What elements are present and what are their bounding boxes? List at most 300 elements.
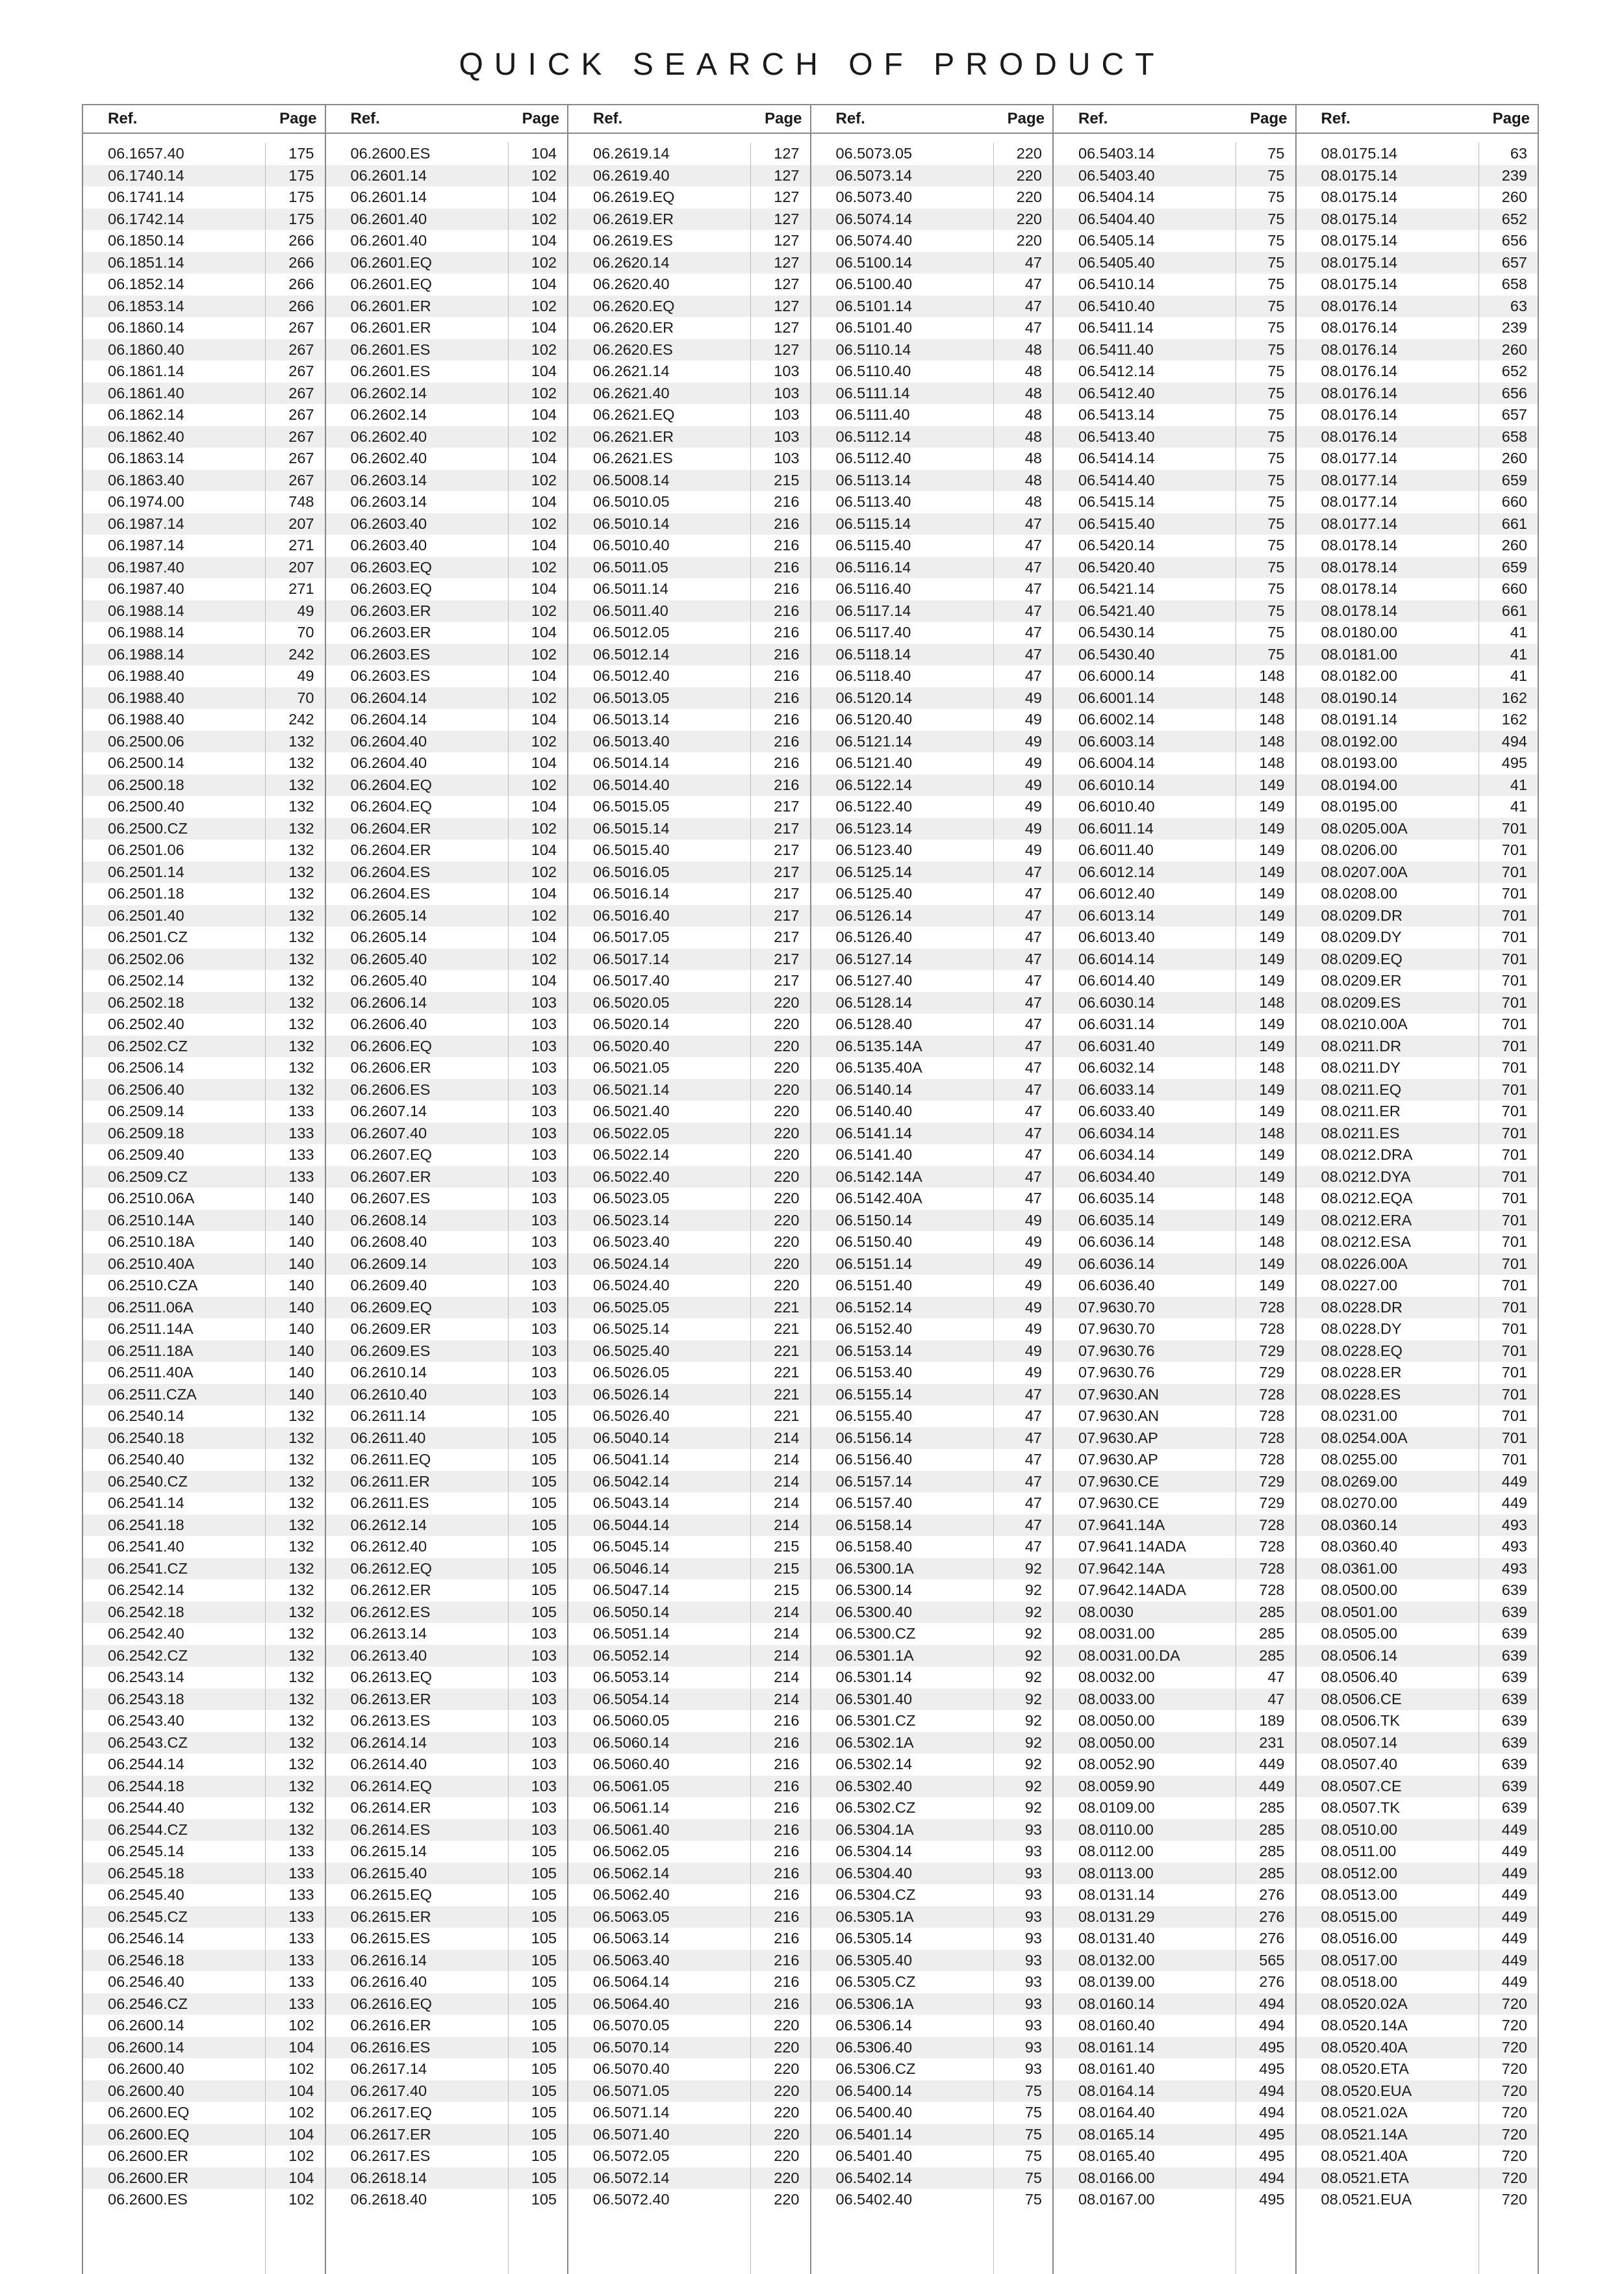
page-cell: 132: [288, 906, 314, 924]
table-row: [568, 2037, 810, 2059]
page-cell: 728: [1259, 1385, 1285, 1403]
table-row: [1297, 426, 1538, 448]
page-cell: 132: [288, 819, 314, 837]
table-row: [568, 1884, 810, 1906]
table-row: [568, 1993, 810, 2015]
ref-cell: 06.2606.EQ: [350, 1037, 432, 1054]
ref-cell: 06.5073.14: [835, 166, 913, 184]
table-row: [1297, 622, 1538, 644]
table-row: [326, 2167, 568, 2190]
table-row: [1054, 752, 1295, 774]
table-row: [1054, 992, 1295, 1014]
table-row: [811, 752, 1053, 774]
page-cell: 242: [288, 645, 314, 663]
page-cell: 132: [288, 885, 314, 902]
ref-cell: 06.5061.14: [593, 1799, 670, 1817]
table-row: [1297, 339, 1538, 361]
page-cell: 728: [1259, 1538, 1285, 1555]
ref-cell: 06.5117.14: [835, 602, 911, 619]
table-row: [1297, 1710, 1538, 1732]
page-cell: 267: [288, 471, 314, 489]
ref-cell: 06.5017.40: [593, 972, 670, 990]
ref-cell: 08.0510.00: [1321, 1820, 1398, 1838]
table-row: [568, 209, 810, 231]
page-cell: 285: [1259, 1820, 1285, 1838]
page-cell: 214: [774, 1668, 800, 1686]
table-row: [568, 339, 810, 361]
page-cell: 47: [1024, 1080, 1042, 1098]
ref-cell: 06.5111.40: [835, 406, 910, 424]
page-cell: 104: [531, 406, 557, 424]
page-cell: 132: [288, 1777, 314, 1795]
ref-cell: 06.5304.1A: [835, 1820, 914, 1838]
page-cell: 105: [531, 1559, 557, 1577]
ref-cell: 06.5412.40: [1078, 384, 1155, 402]
ref-cell: 06.2511.18A: [108, 1342, 194, 1359]
table-row: [568, 839, 810, 862]
table-row: [568, 600, 810, 622]
ref-cell: 06.2606.40: [350, 1016, 427, 1033]
page-cell: 701: [1501, 819, 1527, 837]
table-row: [1054, 1253, 1295, 1275]
ref-cell: 08.0178.14: [1321, 537, 1398, 554]
page-cell: 276: [1259, 1886, 1285, 1904]
table-row: [568, 970, 810, 992]
page-cell: 260: [1501, 188, 1527, 206]
ref-cell: 06.1860.40: [108, 340, 184, 358]
table-row: [326, 970, 568, 992]
page-cell: 216: [774, 1886, 800, 1904]
page-cell: 495: [1259, 2038, 1285, 2056]
page-cell: 103: [531, 1625, 557, 1642]
ref-cell: 06.5301.40: [835, 1690, 913, 1707]
table-row: [568, 1536, 810, 1558]
ref-cell: 06.5047.14: [593, 1581, 670, 1599]
page-cell: 701: [1501, 863, 1527, 880]
page-title: QUICK SEARCH OF PRODUCT: [459, 47, 1165, 82]
table-row: [811, 1231, 1053, 1253]
table-row: [326, 1579, 568, 1602]
page-cell: 267: [288, 384, 314, 402]
ref-cell: 06.5430.40: [1078, 645, 1155, 663]
ref-cell: 06.5123.14: [835, 819, 913, 837]
page-cell: 104: [531, 798, 557, 815]
table-row: [326, 1797, 568, 1819]
ref-cell: 06.5015.05: [593, 798, 670, 815]
page-cell: 105: [531, 1951, 557, 1969]
page-cell: 104: [531, 754, 557, 772]
table-row: [568, 513, 810, 535]
page-cell: 102: [531, 819, 557, 837]
ref-cell: 08.0210.00A: [1321, 1016, 1408, 1033]
table-row: [1054, 1427, 1295, 1450]
page-cell: 132: [288, 972, 314, 990]
table-row: [811, 665, 1053, 687]
page-cell: 105: [531, 1494, 557, 1512]
table-row: [326, 687, 568, 709]
ref-cell: 08.0512.00: [1321, 1864, 1398, 1882]
ref-cell: 06.5127.14: [835, 950, 913, 967]
page-cell: 132: [288, 1625, 314, 1642]
table-row: [83, 2189, 325, 2211]
page-cell: 105: [531, 2125, 557, 2143]
page-cell: 449: [1501, 1820, 1527, 1838]
table-row: [1054, 2058, 1295, 2080]
ref-cell: 06.1860.14: [108, 319, 184, 337]
ref-cell: 06.5411.40: [1078, 340, 1154, 358]
ref-cell: 06.1850.14: [108, 232, 184, 249]
table-row: [326, 1602, 568, 1624]
page-header: Page: [279, 110, 317, 127]
ref-cell: 08.0033.00: [1078, 1690, 1155, 1707]
page-cell: 104: [531, 885, 557, 902]
table-row: [1297, 1689, 1538, 1711]
page-cell: 103: [774, 428, 800, 445]
page-cell: 70: [297, 624, 314, 641]
page-cell: 102: [288, 2017, 314, 2034]
ref-cell: 08.0164.40: [1078, 2104, 1155, 2121]
table-row: [83, 992, 325, 1014]
ref-cell: 06.5127.40: [835, 972, 913, 990]
page-cell: 103: [531, 1777, 557, 1795]
table-row: [568, 1667, 810, 1689]
table-row: [326, 1275, 568, 1297]
ref-cell: 06.6036.40: [1078, 1277, 1155, 1294]
page-cell: 75: [1267, 493, 1285, 511]
table-row: [1054, 774, 1295, 797]
ref-cell: 08.0231.00: [1321, 1407, 1398, 1425]
page-cell: 133: [288, 1124, 314, 1142]
page-cell: 75: [1267, 450, 1285, 467]
ref-cell: 06.2500.CZ: [108, 819, 188, 837]
table-row: [1054, 404, 1295, 426]
table-row: [1297, 1123, 1538, 1145]
page-cell: 102: [531, 906, 557, 924]
page-cell: 103: [531, 1690, 557, 1707]
ref-cell: 06.5012.14: [593, 645, 670, 663]
table-row: [1297, 949, 1538, 971]
table-row: [568, 1144, 810, 1166]
table-row: [1054, 470, 1295, 492]
table-row: [326, 339, 568, 361]
ref-cell: 06.2612.14: [350, 1516, 427, 1533]
table-row: [811, 1602, 1053, 1624]
ref-cell: 06.2500.18: [108, 776, 184, 793]
table-row: [1054, 1449, 1295, 1471]
ref-cell: 06.5014.40: [593, 776, 670, 793]
ref-cell: 08.0166.00: [1078, 2169, 1155, 2186]
table-row: [83, 1340, 325, 1362]
table-row: [83, 1602, 325, 1624]
table-row: [1297, 448, 1538, 470]
ref-cell: 06.2609.14: [350, 1255, 427, 1272]
ref-cell: 06.2604.ER: [350, 819, 431, 837]
ref-header: Ref.: [108, 110, 138, 127]
page-cell: 47: [1024, 950, 1042, 967]
page-cell: 701: [1501, 1146, 1527, 1164]
table-row: [568, 1427, 810, 1450]
page-cell: 102: [531, 515, 557, 532]
table-row: [568, 1971, 810, 1993]
table-row: [83, 1928, 325, 1950]
page-cell: 215: [774, 1581, 800, 1599]
table-row: [568, 1906, 810, 1928]
page-cell: 729: [1259, 1472, 1285, 1490]
table-row: [811, 448, 1053, 470]
ref-cell: 06.2542.14: [108, 1581, 184, 1599]
page-cell: 175: [288, 145, 314, 162]
ref-cell: 06.1988.14: [108, 624, 184, 641]
ref-cell: 06.2612.ES: [350, 1603, 431, 1620]
ref-cell: 08.0521.40A: [1321, 2147, 1408, 2165]
ref-cell: 06.2617.14: [350, 2060, 427, 2078]
table-row: [811, 339, 1053, 361]
table-row: [1054, 1384, 1295, 1406]
table-row: [1054, 1471, 1295, 1493]
ref-cell: 06.1852.14: [108, 275, 184, 293]
column-divider: [993, 143, 994, 2274]
table-row: [811, 1514, 1053, 1537]
table-row: [568, 709, 810, 731]
ref-cell: 06.5116.40: [835, 580, 911, 598]
page-cell: 220: [774, 2191, 800, 2208]
table-row: [326, 1689, 568, 1711]
ref-cell: 08.0212.EQA: [1321, 1190, 1413, 1207]
page-cell: 70: [297, 689, 314, 706]
table-row: [568, 1318, 810, 1340]
page-cell: 47: [1024, 1494, 1042, 1512]
ref-cell: 06.2541.14: [108, 1494, 184, 1512]
table-row: [326, 1079, 568, 1101]
page-cell: 657: [1501, 253, 1527, 271]
ref-cell: 06.2502.18: [108, 993, 184, 1011]
ref-cell: 06.5402.14: [835, 2169, 913, 2186]
table-row: [811, 1471, 1053, 1493]
table-row: [811, 1928, 1053, 1950]
ref-cell: 06.2600.ES: [108, 2191, 188, 2208]
table-row: [1297, 1275, 1538, 1297]
page-cell: 214: [774, 1494, 800, 1512]
table-row: [326, 1558, 568, 1580]
table-row: [1054, 1231, 1295, 1253]
page-cell: 148: [1259, 711, 1285, 728]
ref-cell: 06.2604.40: [350, 754, 427, 772]
table-row: [83, 1253, 325, 1275]
ref-cell: 06.2544.40: [108, 1799, 184, 1817]
ref-cell: 08.0207.00A: [1321, 863, 1408, 880]
ref-cell: 06.5306.1A: [835, 1995, 914, 2012]
table-row: [568, 252, 810, 274]
ref-cell: 08.0521.14A: [1321, 2125, 1408, 2143]
page-cell: 49: [1024, 1255, 1042, 1272]
table-row: [811, 1492, 1053, 1514]
table-row: [568, 644, 810, 666]
table-row: [1297, 752, 1538, 774]
ref-cell: 06.2540.40: [108, 1451, 184, 1468]
ref-cell: 08.0050.00: [1078, 1712, 1155, 1730]
table-row: [1297, 513, 1538, 535]
table-row: [1297, 1340, 1538, 1362]
page-cell: 49: [297, 667, 314, 685]
page-cell: 49: [1024, 1342, 1042, 1359]
page-cell: 75: [1267, 319, 1285, 337]
column-divider: [265, 143, 266, 2274]
table-row: [326, 2080, 568, 2102]
table-row: [811, 1057, 1053, 1079]
ref-cell: 06.2620.ER: [593, 319, 674, 337]
ref-cell: 06.2601.40: [350, 210, 427, 227]
ref-cell: 08.0211.DY: [1321, 1059, 1401, 1077]
ref-cell: 06.2609.ER: [350, 1320, 431, 1338]
table-row: [811, 535, 1053, 557]
ref-cell: 06.2614.14: [350, 1733, 427, 1751]
ref-cell: 06.5023.14: [593, 1211, 670, 1229]
ref-cell: 07.9642.14A: [1078, 1559, 1165, 1577]
ref-cell: 08.0254.00A: [1321, 1429, 1408, 1446]
table-row: [568, 774, 810, 797]
table-row: [568, 1079, 810, 1101]
page-cell: 49: [1024, 1364, 1042, 1381]
ref-cell: 08.0506.CE: [1321, 1690, 1402, 1707]
ref-cell: 08.0211.ER: [1321, 1103, 1401, 1120]
table-row: [568, 1384, 810, 1406]
table-row: [811, 731, 1053, 753]
ref-cell: 08.0211.EQ: [1321, 1080, 1402, 1098]
ref-cell: 06.2603.40: [350, 537, 427, 554]
page-cell: 701: [1501, 1451, 1527, 1468]
table-row: [1297, 2015, 1538, 2037]
page-cell: 217: [774, 950, 800, 967]
page-cell: 105: [531, 2082, 557, 2099]
table-row: [1297, 557, 1538, 579]
table-row: [1297, 731, 1538, 753]
page-cell: 103: [531, 1255, 557, 1272]
ref-cell: 06.2544.CZ: [108, 1820, 188, 1838]
ref-cell: 08.0176.14: [1321, 384, 1398, 402]
ref-cell: 08.0109.00: [1078, 1799, 1155, 1817]
ref-cell: 08.0507.14: [1321, 1733, 1398, 1751]
table-row: [1054, 209, 1295, 231]
ref-cell: 06.5403.14: [1078, 145, 1155, 162]
page-cell: 48: [1024, 450, 1042, 467]
page-cell: 103: [531, 1712, 557, 1730]
ref-cell: 06.2611.ES: [350, 1494, 429, 1512]
table-row: [326, 252, 568, 274]
ref-cell: 06.5150.40: [835, 1233, 913, 1251]
table-row: [1054, 1536, 1295, 1558]
ref-cell: 06.6033.14: [1078, 1080, 1155, 1098]
page-cell: 92: [1024, 1603, 1042, 1620]
ref-cell: 06.2545.40: [108, 1886, 184, 1904]
page-cell: 103: [531, 1820, 557, 1838]
page-cell: 93: [1024, 1973, 1042, 1991]
table-row: [83, 926, 325, 949]
page-cell: 92: [1024, 1646, 1042, 1664]
table-row: [326, 862, 568, 884]
page-cell: 140: [288, 1255, 314, 1272]
ref-cell: 06.5063.14: [593, 1930, 670, 1947]
ref-cell: 06.5024.40: [593, 1277, 670, 1294]
page-cell: 92: [1024, 1690, 1042, 1707]
ref-cell: 08.0176.14: [1321, 406, 1398, 424]
page-cell: 216: [774, 1843, 800, 1860]
page-cell: 133: [288, 1146, 314, 1164]
page-cell: 48: [1024, 493, 1042, 511]
table-row: [1297, 578, 1538, 600]
page-cell: 216: [774, 1733, 800, 1751]
ref-cell: 08.0176.14: [1321, 297, 1398, 314]
table-row: [811, 1427, 1053, 1450]
table-row: [326, 557, 568, 579]
table-row: [568, 1123, 810, 1145]
page-cell: 140: [288, 1211, 314, 1229]
table-row: [1297, 1754, 1538, 1776]
page-cell: 41: [1510, 624, 1527, 641]
table-row: [326, 1427, 568, 1450]
page-cell: 93: [1024, 2038, 1042, 2056]
ref-cell: 06.2615.EQ: [350, 1886, 432, 1904]
ref-cell: 06.5100.14: [835, 253, 913, 271]
table-row: [326, 1166, 568, 1188]
page-cell: 652: [1501, 363, 1527, 380]
table-row: [568, 1166, 810, 1188]
ref-cell: 06.5020.05: [593, 993, 670, 1011]
table-row: [326, 883, 568, 905]
table-row: [1054, 1928, 1295, 1950]
page-cell: 216: [774, 732, 800, 750]
page-cell: 49: [1024, 711, 1042, 728]
ref-cell: 06.2621.EQ: [593, 406, 675, 424]
table-row: [1054, 2167, 1295, 2190]
page-cell: 93: [1024, 1930, 1042, 1947]
table-row: [811, 296, 1053, 318]
ref-cell: 06.2605.14: [350, 906, 427, 924]
table-row: [811, 1449, 1053, 1471]
ref-cell: 08.0209.DY: [1321, 928, 1402, 946]
ref-cell: 06.5060.14: [593, 1733, 670, 1751]
table-row: [83, 426, 325, 448]
table-row: [83, 1514, 325, 1537]
table-row: [1054, 1819, 1295, 1841]
ref-cell: 06.2616.ER: [350, 2017, 431, 2034]
page-cell: 214: [774, 1516, 800, 1533]
table-row: [1297, 1667, 1538, 1689]
ref-cell: 06.5060.40: [593, 1756, 670, 1773]
table-row: [83, 274, 325, 296]
table-row: [1054, 926, 1295, 949]
page-cell: 92: [1024, 1559, 1042, 1577]
table-row: [83, 796, 325, 818]
page-cell: 720: [1501, 2038, 1527, 2056]
ref-cell: 06.2501.14: [108, 863, 184, 880]
ref-cell: 06.2510.14A: [108, 1211, 195, 1229]
table-row: [568, 665, 810, 687]
page-header: Page: [765, 110, 802, 127]
ref-cell: 06.2607.14: [350, 1103, 427, 1120]
ref-cell: 06.1987.40: [108, 558, 184, 576]
table-row: [83, 644, 325, 666]
ref-cell: 08.0175.14: [1321, 166, 1398, 184]
page-cell: 47: [1267, 1690, 1285, 1707]
ref-cell: 06.1862.40: [108, 428, 184, 445]
page-cell: 105: [531, 1908, 557, 1925]
table-row: [811, 2145, 1053, 2167]
page-cell: 285: [1259, 1603, 1285, 1620]
ref-cell: 06.5414.14: [1078, 450, 1155, 467]
ref-cell: 08.0209.EQ: [1321, 950, 1402, 967]
page-cell: 701: [1501, 993, 1527, 1011]
table-row: [326, 1710, 568, 1732]
